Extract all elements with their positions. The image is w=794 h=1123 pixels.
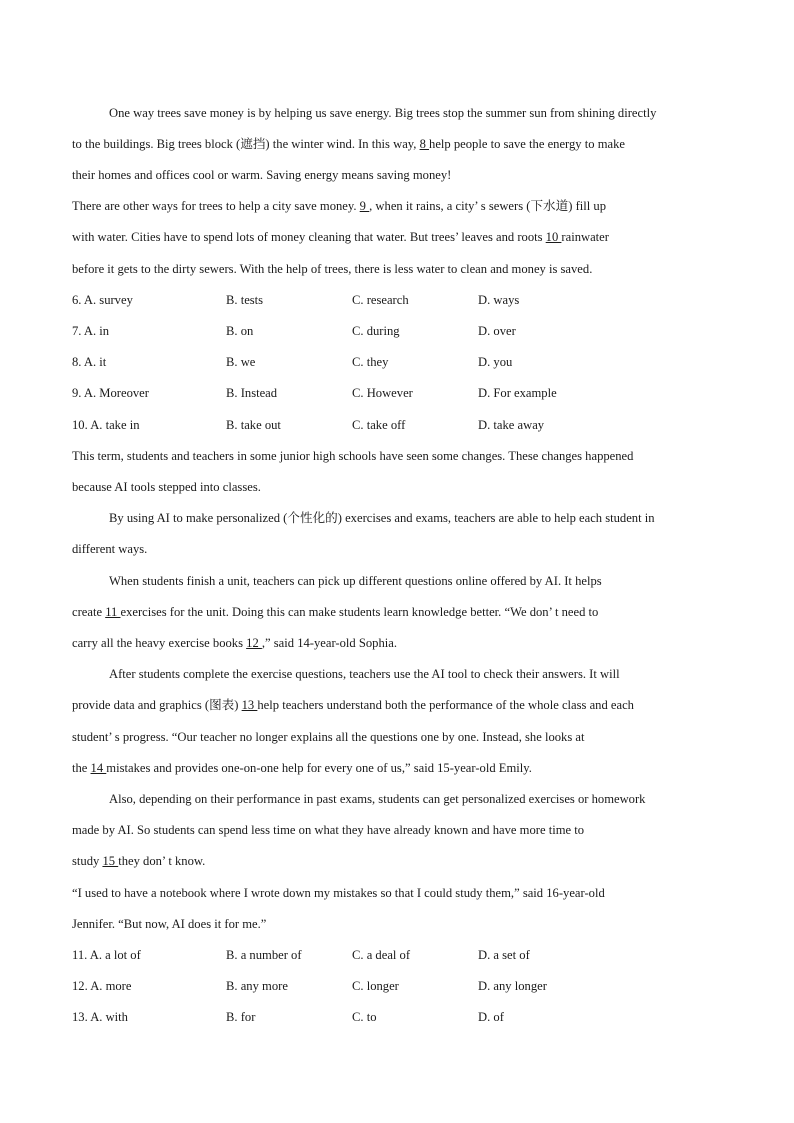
question-10 — [72, 417, 732, 433]
option-b: B. take out — [226, 418, 281, 432]
question-7 — [72, 323, 732, 339]
option-c: C. research — [352, 293, 409, 307]
passage2-line: When students finish a unit, teachers can pick up different questions online offered by AI. It helps — [109, 574, 602, 588]
option-c: C. take off — [352, 418, 406, 432]
text: to the buildings. Big trees block (遮挡) the winter wind. In this way, — [72, 137, 420, 151]
text: There are other ways for trees to help a city save money. — [72, 199, 360, 213]
passage2-line: “I used to have a notebook where I wrote down my mistakes so that I could study them,” said 16-year-old — [72, 886, 605, 900]
passage2-line: because AI tools stepped into classes. — [72, 480, 261, 494]
question-6 — [72, 292, 732, 308]
passage2-line: different ways. — [72, 542, 148, 556]
option-a: 9. A. Moreover — [72, 386, 149, 400]
passage2-line: By using AI to make personalized (个性化的) exercises and exams, teachers are able to help each student in — [109, 511, 655, 525]
option-b: B. any more — [226, 979, 288, 993]
passage1-line-4 — [72, 198, 732, 214]
text: create — [72, 605, 106, 619]
text: rainwater — [561, 230, 609, 244]
text: exercises for the unit. Doing this can make students learn knowledge better. “We don’ t need to — [120, 605, 599, 619]
text: , when it rains, a city’ s sewers (下水道) fill up — [369, 199, 607, 213]
passage2-line — [72, 760, 732, 776]
passage2-line — [72, 697, 732, 713]
blank-10: 10 — [545, 230, 562, 244]
blank-12: 12 — [246, 636, 262, 650]
option-d: D. any longer — [478, 979, 547, 993]
option-d: D. take away — [478, 418, 545, 432]
text: study — [72, 854, 103, 868]
text: ,” said 14-year-old Sophia. — [261, 636, 397, 650]
passage2-line — [72, 635, 732, 651]
option-a: 6. A. survey — [72, 293, 133, 307]
text: help people to save the energy to make — [429, 137, 625, 151]
passage1-line-5 — [72, 229, 732, 245]
option-d: D. For example — [478, 386, 557, 400]
text: carry all the heavy exercise books — [72, 636, 247, 650]
blank-8: 8 — [419, 137, 430, 151]
passage2-line: After students complete the exercise questions, teachers use the AI tool to check their answers. It will — [109, 667, 620, 681]
passage1-line-2 — [72, 136, 732, 152]
question-8 — [72, 354, 732, 370]
option-d: D. ways — [478, 293, 520, 307]
text: the — [72, 761, 91, 775]
passage2-line: Also, depending on their performance in past exams, students can get personalized exercises or homework — [109, 792, 646, 806]
option-b: B. a number of — [226, 948, 302, 962]
passage2-line — [72, 604, 732, 620]
text: with water. Cities have to spend lots of money cleaning that water. But trees’ leaves and roots — [72, 230, 546, 244]
question-9 — [72, 385, 732, 401]
blank-14: 14 — [90, 761, 107, 775]
text: help teachers understand both the performance of the whole class and each — [257, 698, 634, 712]
text: they don’ t know. — [118, 854, 206, 868]
option-c: C. a deal of — [352, 948, 411, 962]
option-b: B. tests — [226, 293, 264, 307]
passage2-line: student’ s progress. “Our teacher no longer explains all the questions one by one. Instead, she looks at — [72, 730, 585, 744]
option-c: C. longer — [352, 979, 399, 993]
passage1-line-6: before it gets to the dirty sewers. With the help of trees, there is less water to clean and money is saved. — [72, 262, 593, 276]
passage1-line-3: their homes and offices cool or warm. Saving energy means saving money! — [72, 168, 452, 182]
option-a: 10. A. take in — [72, 418, 140, 432]
option-a: 8. A. it — [72, 355, 107, 369]
option-a: 12. A. more — [72, 979, 132, 993]
option-b: B. on — [226, 324, 254, 338]
option-a: 11. A. a lot of — [72, 948, 141, 962]
option-a: 7. A. in — [72, 324, 110, 338]
option-c: C. to — [352, 1010, 377, 1024]
blank-11: 11 — [105, 605, 121, 619]
blank-9: 9 — [359, 199, 370, 213]
option-d: D. you — [478, 355, 513, 369]
passage2-line: made by AI. So students can spend less time on what they have already known and have more time to — [72, 823, 585, 837]
option-d: D. a set of — [478, 948, 530, 962]
passage2-line: This term, students and teachers in some junior high schools have seen some changes. These changes happened — [72, 449, 634, 463]
question-11 — [72, 947, 732, 963]
passage2-line — [72, 853, 732, 869]
option-a: 13. A. with — [72, 1010, 128, 1024]
option-d: D. over — [478, 324, 516, 338]
passage1-line-1: One way trees save money is by helping us save energy. Big trees stop the summer sun from shining directly — [109, 106, 657, 120]
blank-13: 13 — [241, 698, 258, 712]
option-d: D. of — [478, 1010, 504, 1024]
option-c: C. However — [352, 386, 413, 400]
passage2-line: Jennifer. “But now, AI does it for me.” — [72, 917, 267, 931]
question-13 — [72, 1009, 732, 1025]
text: provide data and graphics (图表) — [72, 698, 242, 712]
option-c: C. they — [352, 355, 389, 369]
option-b: B. for — [226, 1010, 256, 1024]
option-b: B. Instead — [226, 386, 278, 400]
option-c: C. during — [352, 324, 400, 338]
blank-15: 15 — [102, 854, 119, 868]
option-b: B. we — [226, 355, 256, 369]
text: mistakes and provides one-on-one help for every one of us,” said 15-year-old Emily. — [106, 761, 532, 775]
question-12 — [72, 978, 732, 994]
